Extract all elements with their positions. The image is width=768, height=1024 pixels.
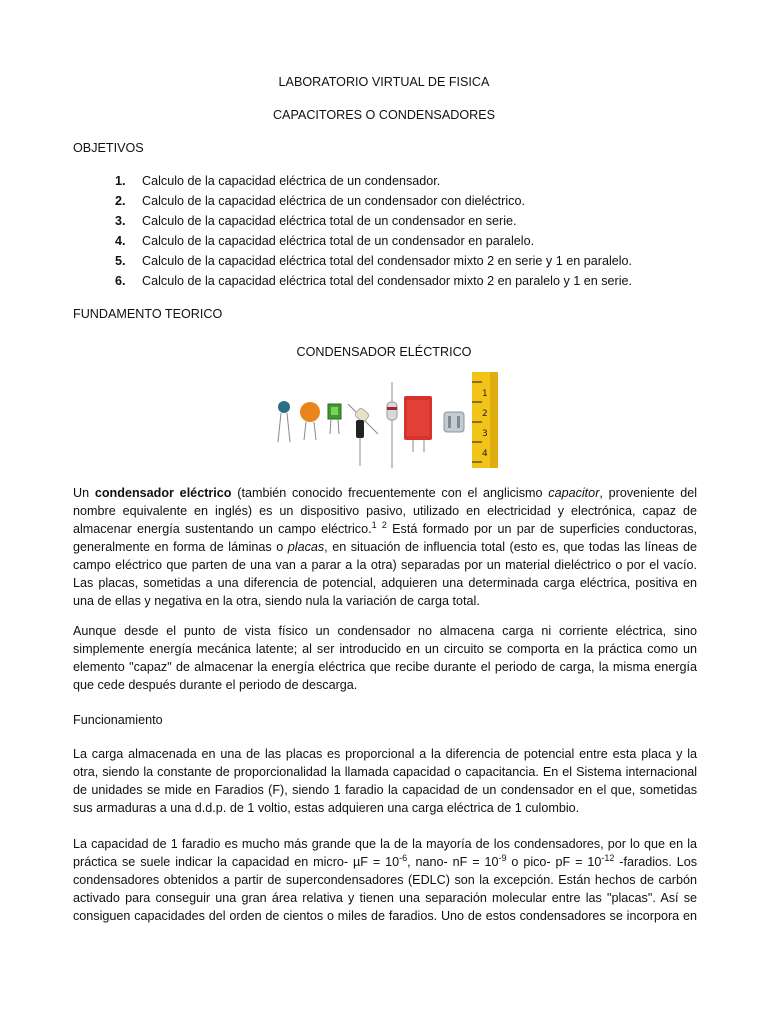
list-item bbox=[115, 171, 632, 191]
list-item bbox=[115, 211, 632, 231]
list-item bbox=[115, 231, 632, 251]
text-run: -faradios. Los condensadores obtenidos a partir de supercondensadores (EDLC) son la excepción. Están hechos de carbón activado para conseguir una gran área relativa y tienen una separación molecular entre las "placas". Así se consiguen capacidades del orden de cientos o miles de faradios. Uno de estos condensadores se incorpora en bbox=[73, 855, 698, 923]
bold-term: condensador eléctrico bbox=[94, 486, 232, 500]
text-run: Un bbox=[73, 486, 95, 500]
list-item-number: 3. bbox=[115, 214, 126, 228]
objectives-list bbox=[115, 171, 632, 291]
capacitors-photo bbox=[268, 372, 502, 468]
footnote-ref[interactable]: 1 bbox=[371, 520, 377, 530]
list-item-number: 1. bbox=[115, 174, 126, 188]
exponent: -9 bbox=[498, 853, 507, 863]
text-run: , nano- nF = 10 bbox=[407, 855, 499, 869]
objectives-heading: OBJETIVOS bbox=[73, 141, 144, 155]
ruler-label: 1 bbox=[482, 389, 488, 399]
list-item-number: 4. bbox=[115, 234, 126, 248]
list-item bbox=[115, 251, 632, 271]
ruler-label: 3 bbox=[482, 429, 488, 439]
ruler-icon bbox=[472, 372, 498, 468]
document-title: LABORATORIO VIRTUAL DE FISICA bbox=[278, 75, 490, 89]
paragraph-units bbox=[73, 835, 697, 925]
list-item bbox=[115, 191, 632, 211]
exponent: -6 bbox=[399, 853, 408, 863]
ruler-label: 4 bbox=[482, 449, 488, 459]
list-item-text: Calculo de la capacidad eléctrica de un condensador con dieléctrico. bbox=[142, 194, 525, 208]
list-item-number: 2. bbox=[115, 194, 126, 208]
list-item-text: Calculo de la capacidad eléctrica total de un condensador en serie. bbox=[142, 214, 517, 228]
text-run: (también conocido frecuentemente con el anglicismo bbox=[231, 486, 549, 500]
footnote-ref[interactable]: 2 bbox=[381, 520, 387, 530]
list-item bbox=[115, 271, 632, 291]
ruler-label: 2 bbox=[482, 409, 488, 419]
list-item-text: Calculo de la capacidad eléctrica total de un condensador en paralelo. bbox=[142, 234, 535, 248]
list-item-text: Calculo de la capacidad eléctrica total del condensador mixto 2 en serie y 1 en paralelo. bbox=[142, 254, 633, 268]
paragraph-capacity: La carga almacenada en una de las placas es proporcional a la diferencia de potencial entre esta placa y la otra, siendo la constante de proporcionalidad la llamada capacidad o capacitancia. En el Sistema internacional de unidades se mide en Faradios (F), siendo 1 faradio la capacidad de un condensador en el que, sometidas sus armaduras a una d.d.p. de 1 voltio, estas adquieren una carga eléctrica de 1 culombio. bbox=[73, 747, 697, 815]
paragraph-energy: Aunque desde el punto de vista físico un condensador no almacena carga ni corriente eléctrica, sino simplemente energía mecánica latente; al ser introducido en un circuito se comporta en la práctica como un elemento "capaz" de almacenar la energía eléctrica que recibe durante el periodo de carga, la misma energía que cede después durante el periodo de descarga. bbox=[73, 624, 697, 692]
paragraph-definition bbox=[73, 484, 697, 610]
text-run: , proveniente del nombre equivalente en inglés) es un dispositivo pasivo, utilizado en electricidad y electrónica, capaz de almacenar energía sustentando un campo eléctrico. bbox=[73, 486, 698, 536]
metal-capacitor-icon bbox=[444, 412, 464, 432]
document-subtitle: CAPACITORES O CONDENSADORES bbox=[272, 108, 496, 122]
text-run: o pico- pF = 10 bbox=[506, 855, 602, 869]
text-run: La capacidad de 1 faradio es mucho más grande que la de la mayoría de los condensadores, por lo que en la práctica se suele indicar la capacidad en micro- µF = 10 bbox=[73, 837, 697, 869]
italic-term: capacitor bbox=[548, 486, 600, 500]
fundamento-heading: FUNDAMENTO TEORICO bbox=[73, 307, 223, 321]
condensador-heading: CONDENSADOR ELÉCTRICO bbox=[296, 345, 472, 359]
list-item-text: Calculo de la capacidad eléctrica total del condensador mixto 2 en paralelo y 1 en serie. bbox=[142, 274, 633, 288]
funcionamiento-heading: Funcionamiento bbox=[73, 713, 163, 727]
exponent: -12 bbox=[601, 853, 615, 863]
text-run: Está formado por un par de superficies conductoras, generalmente en forma de láminas o bbox=[73, 522, 697, 554]
list-item-number: 5. bbox=[115, 254, 126, 268]
list-item-text: Calculo de la capacidad eléctrica de un condensador. bbox=[142, 174, 441, 188]
italic-term: placas bbox=[287, 540, 325, 554]
text-run: , en situación de influencia total (esto es, que todas las líneas de campo eléctrico que parten de una van a parar a la otra) separadas por un material dieléctrico o por el vacío. Las placas, sometidas a una diferencia de potencial, adquieren una determinada carga eléctrica, positiva en una de ellas y negativa en la otra, siendo nula la variación de carga total. bbox=[73, 540, 697, 608]
list-item-number: 6. bbox=[115, 274, 126, 288]
